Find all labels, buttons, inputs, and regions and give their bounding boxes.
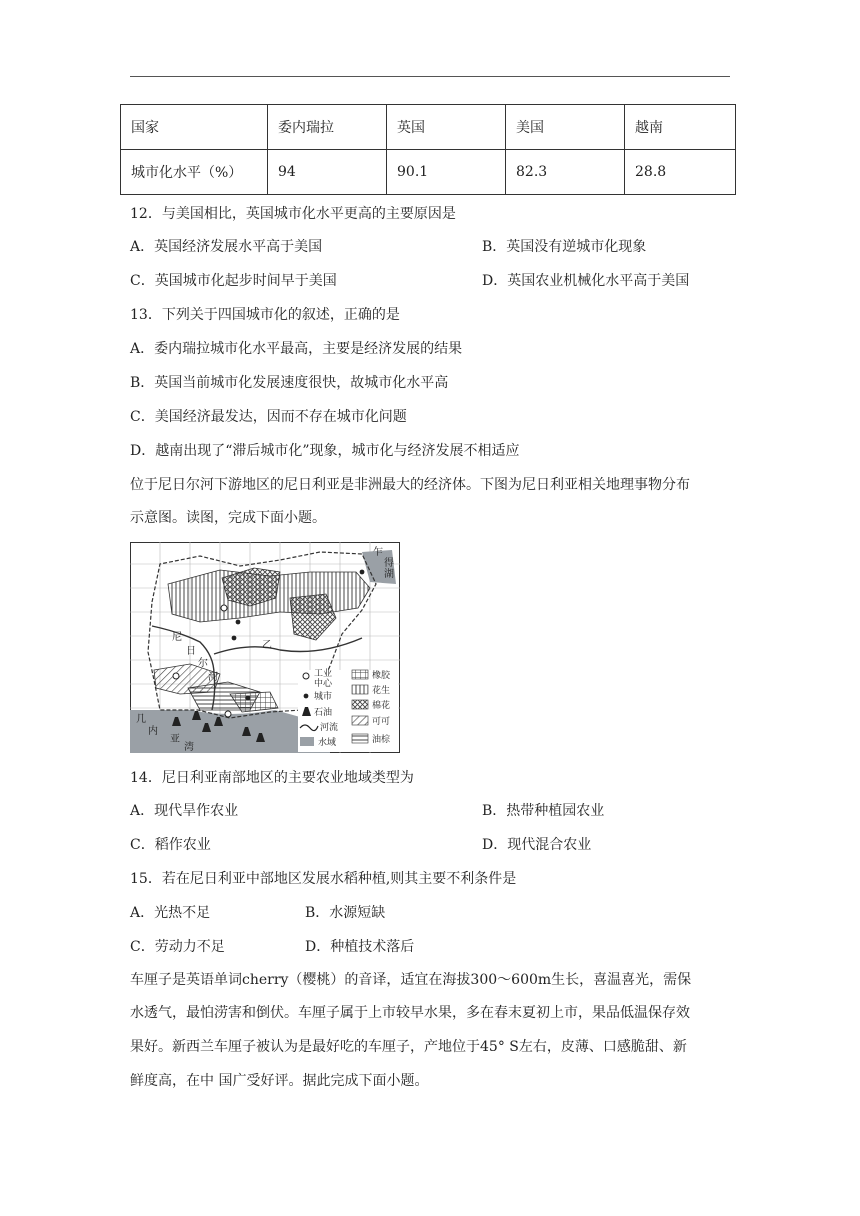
- label-gulf-4: 湾: [184, 742, 194, 753]
- label-gulf-2: 内: [148, 726, 158, 737]
- cherry-passage-line-3: 果好。新西兰车厘子被认为是最好吃的车厘子，产地位于45° S左右，皮薄、口感脆甜、新: [130, 1039, 687, 1055]
- legend-text: 水域: [318, 738, 337, 748]
- q12-option-a: A．英国经济发展水平高于美国: [130, 239, 323, 255]
- legend-rubber-icon: [352, 670, 368, 679]
- map-legend: [298, 667, 398, 752]
- label-lake-3: 湖: [384, 569, 394, 580]
- cherry-passage-line-2: 水透气，最怕涝害和倒伏。车厘子属于上市较早水果，多在春末夏初上市，果品低温保存效: [130, 1005, 690, 1021]
- q12-option-d: D．英国农业机械化水平高于美国: [482, 273, 690, 289]
- q13-option-d: D．越南出现了“滞后城市化”现象，城市化与经济发展不相适应: [130, 443, 520, 459]
- legend-text: 中心: [314, 679, 333, 689]
- q12-option-b: B．英国没有逆城市化现象: [482, 239, 647, 255]
- q12-option-c: C．英国城市化起步时间早于美国: [130, 273, 337, 289]
- legend-cocoa-icon: [352, 716, 368, 725]
- legend-cotton-icon: [352, 700, 368, 709]
- q15-option-b: B．水源短缺: [305, 905, 386, 921]
- q14-option-c: C．稻作农业: [130, 837, 211, 853]
- legend-text: 橡胶: [372, 671, 391, 681]
- label-gulf-3: 亚: [170, 734, 180, 745]
- label-river-3: 尔: [198, 658, 208, 669]
- q13-option-a: A．委内瑞拉城市化水平最高，主要是经济发展的结果: [130, 341, 463, 357]
- table-header-cell: 英国: [387, 105, 506, 150]
- table-cell: 82.3: [506, 150, 625, 195]
- table-row-label: 城市化水平（%）: [121, 150, 268, 195]
- q15-option-d: D．种植技术落后: [305, 939, 415, 955]
- q13-option-b: B．英国当前城市化发展速度很快，故城市化水平高: [130, 375, 449, 391]
- header-rule: [130, 76, 730, 77]
- nigeria-map: [130, 542, 400, 753]
- nigeria-intro-line-2: 示意图。读图，完成下面小题。: [130, 510, 326, 526]
- q15-option-a: A．光热不足: [130, 905, 211, 921]
- legend-text: 可可: [372, 717, 391, 727]
- table-header-row: [121, 105, 736, 150]
- table-header-cell: 美国: [506, 105, 625, 150]
- q15-option-c: C．劳动力不足: [130, 939, 225, 955]
- question-15-stem: 15．若在尼日利亚中部地区发展水稻种植,则其主要不利条件是: [130, 871, 517, 887]
- legend-peanut-icon: [352, 685, 368, 694]
- table-cell: 94: [268, 150, 387, 195]
- q13-option-c: C．美国经济最发达，因而不存在城市化问题: [130, 409, 407, 425]
- legend-text: 石油: [314, 708, 333, 718]
- cherry-passage-line-1: 车厘子是英语单词cherry（樱桃）的音译，适宜在海拔300～600m生长，喜温喜光，需保: [130, 972, 692, 988]
- nigeria-intro-line-1: 位于尼日尔河下游地区的尼日利亚是非洲最大的经济体。下图为尼日利亚相关地理事物分布: [130, 477, 690, 493]
- industry-center-marker: [225, 711, 231, 717]
- legend-water-icon: [300, 737, 314, 746]
- q14-option-d: D．现代混合农业: [482, 837, 592, 853]
- label-river-1: 尼: [172, 632, 182, 643]
- legend-city-icon: [304, 694, 309, 699]
- label-river-4: 河: [208, 672, 218, 683]
- label-river-2: 日: [186, 646, 196, 657]
- city-marker: [236, 620, 241, 625]
- question-13-stem: 13．下列关于四国城市化的叙述，正确的是: [130, 307, 400, 323]
- legend-text: 花生: [372, 686, 391, 696]
- table-header-cell: 委内瑞拉: [268, 105, 387, 150]
- question-14-stem: 14．尼日利亚南部地区的主要农业地域类型为: [130, 770, 414, 786]
- label-yi: 乙: [262, 640, 272, 651]
- legend-text: 工业: [314, 669, 333, 679]
- industry-center-marker: [221, 605, 227, 611]
- city-marker: [232, 636, 237, 641]
- table-cell: 28.8: [625, 150, 736, 195]
- legend-text: 城市: [314, 692, 333, 702]
- legend-industry-icon: [303, 673, 309, 679]
- label-gulf-1: 几: [136, 714, 146, 725]
- q14-option-a: A．现代旱作农业: [130, 803, 239, 819]
- legend-text: 油棕: [372, 735, 391, 745]
- city-marker: [246, 696, 251, 701]
- table-cell: 90.1: [387, 150, 506, 195]
- label-lake-1: 乍: [373, 547, 383, 558]
- table-header-cell: 国家: [121, 105, 268, 150]
- question-12-stem: 12．与美国相比，英国城市化水平更高的主要原因是: [130, 206, 456, 222]
- legend-oil-palm-icon: [352, 734, 368, 743]
- legend-text: 河流: [320, 723, 339, 733]
- table-header-cell: 越南: [625, 105, 736, 150]
- urbanization-table: [120, 104, 736, 195]
- city-marker: [360, 570, 365, 575]
- label-lake-2: 得: [384, 558, 394, 569]
- cherry-passage-line-4: 鲜度高，在中 国广受好评。据此完成下面小题。: [130, 1073, 429, 1089]
- legend-text: 棉花: [372, 701, 391, 711]
- q14-option-b: B．热带种植园农业: [482, 803, 605, 819]
- industry-center-marker: [173, 673, 179, 679]
- table-row: [121, 150, 736, 195]
